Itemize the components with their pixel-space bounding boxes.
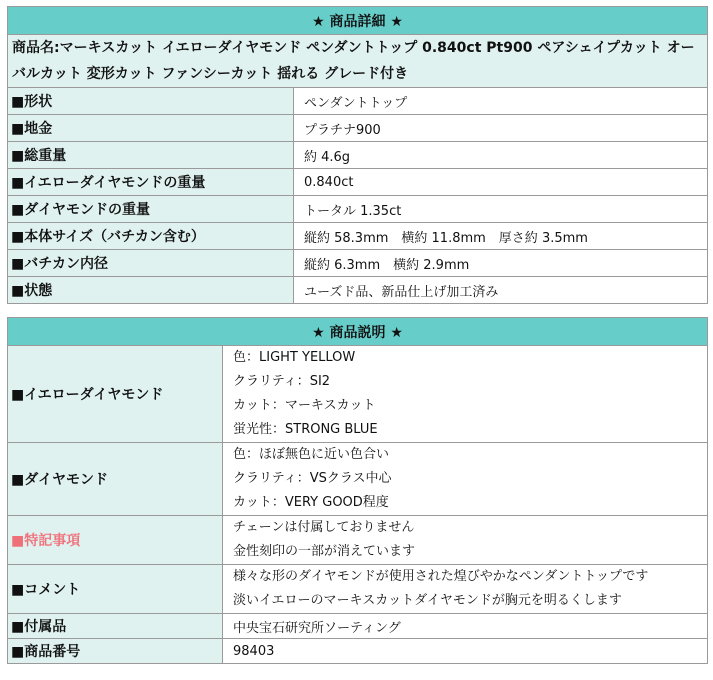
table-row bbox=[8, 639, 708, 664]
table-row bbox=[8, 516, 708, 565]
spec-line: カット：マーキスカット bbox=[233, 398, 376, 413]
row-value-shape: ペンダントトップ bbox=[294, 88, 708, 115]
row-value-metal: プラチナ900 bbox=[294, 115, 708, 142]
row-label-special-notes: ■特記事項 bbox=[8, 516, 223, 565]
description-header: ★ 商品説明 ★ bbox=[8, 318, 708, 346]
spec-line: 蛍光性：STRONG BLUE bbox=[233, 422, 378, 437]
row-label-comment: ■コメント bbox=[8, 565, 223, 614]
product-title: 商品名:マーキスカット イエローダイヤモンド ペンダントトップ 0.840ct Pt900 ペアシェイプカット オーバルカット 変形カット ファンシーカット 揺れる グレード付き bbox=[8, 35, 708, 88]
table-row bbox=[8, 346, 708, 443]
note-line: チェーンは付属しておりません bbox=[233, 520, 415, 535]
row-label-yellow-diamond: ■イエローダイヤモンド bbox=[8, 346, 223, 443]
row-value-diamond bbox=[223, 443, 708, 516]
row-label-shape: ■形状 bbox=[8, 88, 294, 115]
row-value-yellow-diamond-weight: 0.840ct bbox=[294, 169, 708, 196]
row-value-body-size: 縦約 58.3mm 横約 11.8mm 厚さ約 3.5mm bbox=[294, 223, 708, 250]
row-label-bail-size: ■バチカン内径 bbox=[8, 250, 294, 277]
row-value-accessories: 中央宝石研究所ソーティング bbox=[223, 614, 708, 639]
row-value-bail-size: 縦約 6.3mm 横約 2.9mm bbox=[294, 250, 708, 277]
table-row bbox=[8, 142, 708, 169]
comment-line: 様々な形のダイヤモンドが使用された煌びやかなペンダントトップです bbox=[233, 569, 649, 584]
spec-line: クラリティ：SI2 bbox=[233, 374, 331, 389]
table-row bbox=[8, 614, 708, 639]
table-row bbox=[8, 277, 708, 304]
table-row bbox=[8, 223, 708, 250]
row-value-yellow-diamond bbox=[223, 346, 708, 443]
table-row bbox=[8, 115, 708, 142]
row-label-condition: ■状態 bbox=[8, 277, 294, 304]
row-label-product-number: ■商品番号 bbox=[8, 639, 223, 664]
row-label-diamond-weight: ■ダイヤモンドの重量 bbox=[8, 196, 294, 223]
spec-line: カット：VERY GOOD程度 bbox=[233, 495, 389, 510]
table-row bbox=[8, 565, 708, 614]
spec-line: 色：LIGHT YELLOW bbox=[233, 350, 356, 365]
table-row bbox=[8, 88, 708, 115]
note-line: 金性刻印の一部が消えています bbox=[233, 544, 416, 559]
product-details-table bbox=[7, 6, 708, 304]
row-value-condition: ユーズド品、新品仕上げ加工済み bbox=[294, 277, 708, 304]
product-description-table bbox=[7, 317, 708, 664]
row-label-accessories: ■付属品 bbox=[8, 614, 223, 639]
spec-line: 色：ほぼ無色に近い色合い bbox=[233, 447, 390, 462]
spec-line: クラリティ：VSクラス中心 bbox=[233, 471, 392, 486]
row-value-total-weight: 約 4.6g bbox=[294, 142, 708, 169]
row-label-total-weight: ■総重量 bbox=[8, 142, 294, 169]
comment-line: 淡いイエローのマーキスカットダイヤモンドが胸元を明るくします bbox=[233, 593, 622, 608]
row-label-metal: ■地金 bbox=[8, 115, 294, 142]
row-label-yellow-diamond-weight: ■イエローダイヤモンドの重量 bbox=[8, 169, 294, 196]
table-row bbox=[8, 250, 708, 277]
row-label-diamond: ■ダイヤモンド bbox=[8, 443, 223, 516]
row-value-diamond-weight: トータル 1.35ct bbox=[294, 196, 708, 223]
row-value-product-number: 98403 bbox=[223, 639, 708, 664]
row-value-comment bbox=[223, 565, 708, 614]
row-label-body-size: ■本体サイズ（バチカン含む） bbox=[8, 223, 294, 250]
table-row bbox=[8, 443, 708, 516]
details-header: ★ 商品詳細 ★ bbox=[8, 7, 708, 35]
table-row bbox=[8, 196, 708, 223]
row-value-special-notes bbox=[223, 516, 708, 565]
table-row bbox=[8, 169, 708, 196]
